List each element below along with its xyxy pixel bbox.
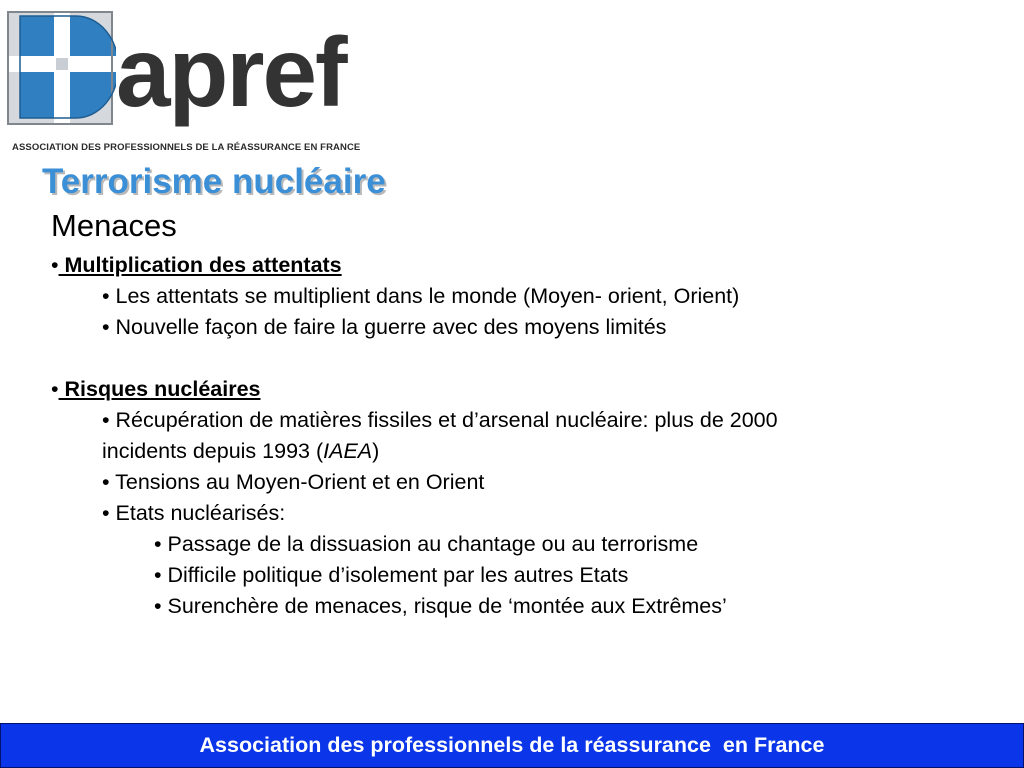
list-item: • Tensions au Moyen-Orient et en Orient — [102, 470, 485, 494]
iaea-text: IAEA — [323, 439, 373, 463]
bullet: • — [51, 253, 59, 277]
list-item: • Récupération de matières fissiles et d’arsenal nucléaire: plus de 2000 — [102, 408, 778, 432]
apref-logo — [6, 8, 366, 158]
slide-content — [51, 250, 951, 622]
text: ) — [372, 439, 380, 463]
sub-list-item: • Surenchère de menaces, risque de ‘montée aux Extrêmes’ — [154, 594, 727, 618]
logo-wordmark: apref — [116, 17, 346, 127]
section-heading: Risques nucléaires — [58, 377, 261, 401]
section-heading-line — [51, 250, 951, 281]
list-item: • Nouvelle façon de faire la guerre avec des moyens limités — [102, 315, 667, 339]
spacer — [51, 343, 951, 374]
logo-tagline: ASSOCIATION DES PROFESSIONNELS DE LA RÉASSURANCE EN FRANCE — [12, 142, 361, 153]
sub-list-item: • Passage de la dissuasion au chantage ou au terrorisme — [154, 532, 699, 556]
apref-cross-logo-icon — [6, 10, 116, 128]
list-item: • Etats nucléarisés: — [102, 501, 286, 525]
text: incidents depuis 1993 ( — [102, 439, 324, 463]
section-heading-line — [51, 374, 951, 405]
sub-list-item: • Difficile politique d’isolement par les autres Etats — [154, 563, 629, 587]
slide-subtitle: Menaces — [51, 208, 177, 243]
slide-title: Terrorisme nucléaire — [42, 162, 386, 201]
list-item-continuation — [51, 436, 951, 467]
section-heading: Multiplication des attentats — [58, 253, 342, 277]
footer-bar — [0, 723, 1024, 768]
footer-text: Association des professionnels de la réassurance en France — [199, 733, 825, 757]
bullet: • — [51, 377, 59, 401]
list-item: • Les attentats se multiplient dans le monde (Moyen- orient, Orient) — [102, 284, 740, 308]
